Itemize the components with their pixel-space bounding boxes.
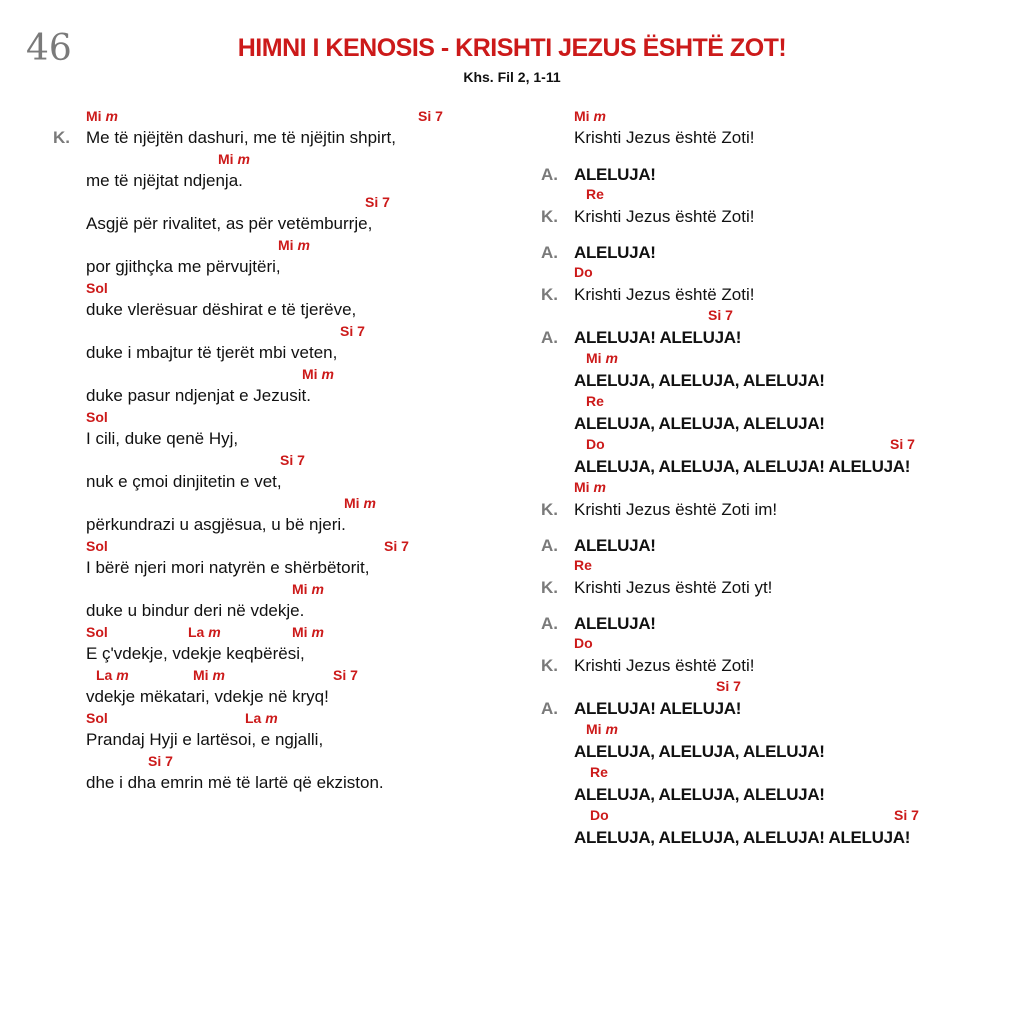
chord-label: La m [96, 667, 129, 683]
chord-label: Sol [86, 538, 108, 554]
chord-label: Si 7 [708, 307, 733, 323]
chord-label: Mi m [302, 366, 334, 382]
chord-label: Si 7 [148, 753, 173, 769]
lyric-line: I bërë njeri mori natyrën e shërbëtorit, [86, 558, 370, 577]
chord-label: Mi m [278, 237, 310, 253]
chord-label: Sol [86, 409, 108, 425]
chord-label: Sol [86, 710, 108, 726]
response-line: ALELUJA! [574, 243, 656, 262]
lyric-line: përkundrazi u asgjësua, u bë njeri. [86, 515, 346, 534]
chord-label: Re [590, 764, 608, 780]
speaker-label: A. [541, 165, 558, 184]
speaker-label: K. [541, 656, 558, 675]
response-line: ALELUJA! [574, 165, 656, 184]
chord-label: Mi m [586, 721, 618, 737]
chord-label: Mi m [344, 495, 376, 511]
lyric-line: duke pasur ndjenjat e Jezusit. [86, 386, 311, 405]
response-line: ALELUJA, ALELUJA, ALELUJA! [574, 371, 825, 390]
chord-label: Mi m [193, 667, 225, 683]
chord-label: Mi m [574, 479, 606, 495]
lyric-line: Asgjë për rivalitet, as për vetëmburrje, [86, 214, 373, 233]
lyric-line: Krishti Jezus është Zoti! [574, 128, 755, 147]
right-column [520, 0, 1024, 1024]
lyric-line: duke u bindur deri në vdekje. [86, 601, 305, 620]
lyric-line: nuk e çmoi dinjitetin e vet, [86, 472, 282, 491]
response-line: ALELUJA! ALELUJA! [574, 699, 742, 718]
chord-label: Re [586, 393, 604, 409]
chord-label: La m [188, 624, 221, 640]
lyric-line: Krishti Jezus është Zoti! [574, 207, 755, 226]
speaker-label: K. [541, 285, 558, 304]
lyric-line: vdekje mëkatari, vdekje në kryq! [86, 687, 329, 706]
chord-label: Mi m [574, 108, 606, 124]
chord-label: Do [574, 635, 593, 651]
chord-label: Si 7 [890, 436, 915, 452]
lyric-line: duke vlerësuar dëshirat e të tjerëve, [86, 300, 357, 319]
lyric-line: duke i mbajtur të tjerët mbi veten, [86, 343, 338, 362]
response-line: ALELUJA! [574, 614, 656, 633]
chord-label: La m [245, 710, 278, 726]
speaker-label: A. [541, 614, 558, 633]
chord-label: Si 7 [280, 452, 305, 468]
lyric-line: por gjithçka me përvujtëri, [86, 257, 281, 276]
chord-label: Sol [86, 624, 108, 640]
chord-label: Mi m [218, 151, 250, 167]
speaker-label: K. [541, 578, 558, 597]
page-number: 46 [26, 28, 72, 69]
chord-label: Mi m [586, 350, 618, 366]
speaker-label: K. [541, 207, 558, 226]
chord-label: Re [586, 186, 604, 202]
lyric-line: Krishti Jezus është Zoti! [574, 285, 755, 304]
speaker-label: K. [53, 128, 70, 147]
response-line: ALELUJA, ALELUJA, ALELUJA! [574, 742, 825, 761]
chord-label: Si 7 [716, 678, 741, 694]
lyric-line: Krishti Jezus është Zoti im! [574, 500, 778, 519]
chord-label: Mi m [292, 581, 324, 597]
speaker-label: A. [541, 699, 558, 718]
scripture-reference: Khs. Fil 2, 1-11 [463, 69, 561, 85]
chord-label: Mi m [292, 624, 324, 640]
lyric-line: Prandaj Hyji e lartësoi, e ngjalli, [86, 730, 324, 749]
lyric-line: E ç'vdekje, vdekje keqbërësi, [86, 644, 305, 663]
response-line: ALELUJA, ALELUJA, ALELUJA! ALELUJA! [574, 828, 911, 847]
chord-label: Do [590, 807, 609, 823]
response-line: ALELUJA! ALELUJA! [574, 328, 742, 347]
response-line: ALELUJA, ALELUJA, ALELUJA! [574, 414, 825, 433]
response-line: ALELUJA, ALELUJA, ALELUJA! ALELUJA! [574, 457, 911, 476]
speaker-label: A. [541, 536, 558, 555]
chord-label: Mi m [86, 108, 118, 124]
response-line: ALELUJA, ALELUJA, ALELUJA! [574, 785, 825, 804]
speaker-label: K. [541, 500, 558, 519]
chord-label: Re [574, 557, 592, 573]
hymn-title: HIMNI I KENOSIS - KRISHTI JEZUS ËSHTË ZOT! [237, 34, 787, 62]
chord-label: Do [586, 436, 605, 452]
chord-label: Si 7 [384, 538, 409, 554]
lyric-line: I cili, duke qenë Hyj, [86, 429, 239, 448]
response-line: ALELUJA! [574, 536, 656, 555]
chord-label: Do [574, 264, 593, 280]
chord-label: Si 7 [894, 807, 919, 823]
chord-label: Si 7 [340, 323, 365, 339]
lyric-line: Krishti Jezus është Zoti yt! [574, 578, 773, 597]
lyric-line: dhe i dha emrin më të lartë që ekziston. [86, 773, 384, 792]
chord-label: Si 7 [365, 194, 390, 210]
speaker-label: A. [541, 328, 558, 347]
lyric-line: Krishti Jezus është Zoti! [574, 656, 755, 675]
chord-label: Si 7 [418, 108, 443, 124]
lyric-line: me të njëjtat ndjenja. [86, 171, 243, 190]
chord-label: Sol [86, 280, 108, 296]
speaker-label: A. [541, 243, 558, 262]
chord-label: Si 7 [333, 667, 358, 683]
lyric-line: Me të njëjtën dashuri, me të njëjtin shpirt, [86, 128, 396, 147]
